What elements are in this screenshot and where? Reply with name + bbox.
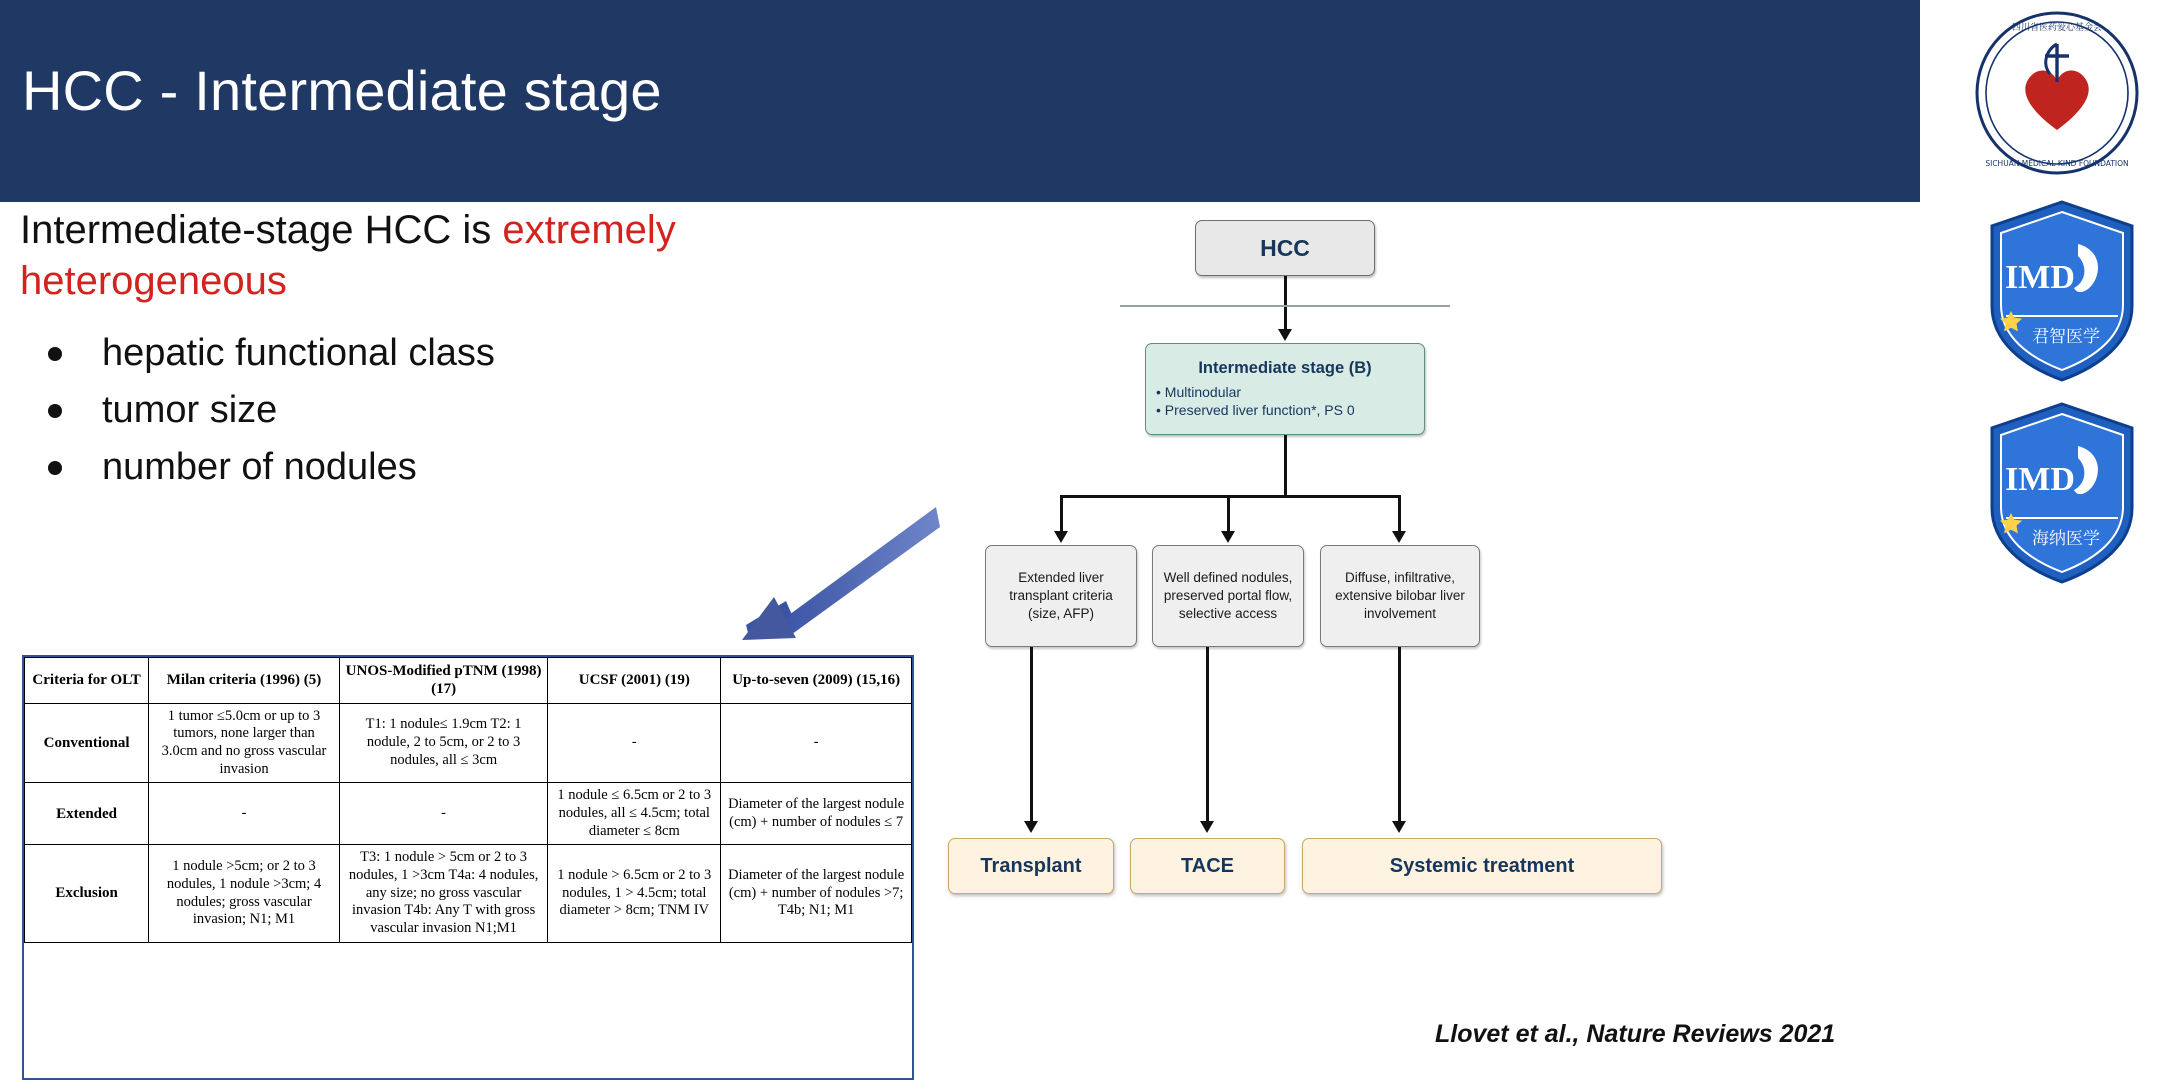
connector-line <box>1284 276 1287 306</box>
table-cell: - <box>548 703 721 783</box>
criteria-table-container <box>22 655 914 1080</box>
table-row <box>25 783 912 845</box>
source-caption: Llovet et al., Nature Reviews 2021 <box>1435 1020 1836 1048</box>
bullet-dot-icon <box>48 461 62 475</box>
table-cell: 1 nodule >5cm; or 2 to 3 nodules, 1 nodule >3cm; 4 nodules; gross vascular invasion; N1; M1 <box>149 845 340 942</box>
arrow-head-icon <box>1221 531 1235 543</box>
row-header: Conventional <box>25 703 149 783</box>
table-cell: 1 nodule > 6.5cm or 2 to 3 nodules, 1 > 4.5cm; total diameter > 8cm; TNM IV <box>548 845 721 942</box>
svg-text:IMD: IMD <box>2005 461 2075 498</box>
arrow-head-icon <box>1200 821 1214 833</box>
column-header: Criteria for OLT <box>25 658 149 704</box>
node-bullet: • Multinodular <box>1156 383 1242 400</box>
column-header: Milan criteria (1996) (5) <box>149 658 340 704</box>
connector-line <box>1398 495 1401 533</box>
node-hcc: HCC <box>1195 220 1375 276</box>
node-title: Intermediate stage (B) <box>1198 358 1372 377</box>
row-header: Exclusion <box>25 845 149 942</box>
list-item <box>30 439 810 496</box>
table-row <box>25 845 912 942</box>
table-cell: T1: 1 nodule≤ 1.9cm T2: 1 nodule, 2 to 5cm, or 2 to 3 nodules, all ≤ 3cm <box>339 703 547 783</box>
node-option-extended-transplant: Extended liver transplant criteria (size, AFP) <box>985 545 1137 647</box>
table-cell: Diameter of the largest nodule (cm) + number of nodules >7; T4b; N1; M1 <box>721 845 912 942</box>
node-treatment-transplant: Transplant <box>948 838 1114 894</box>
table-cell: - <box>339 783 547 845</box>
table-cell: - <box>149 783 340 845</box>
node-option-well-defined-nodules: Well defined nodules, preserved portal flow, selective access <box>1152 545 1304 647</box>
connector-line <box>1227 495 1230 533</box>
bullet-dot-icon <box>48 404 62 418</box>
arrow-head-icon <box>1054 531 1068 543</box>
connector-line <box>1061 495 1400 498</box>
imd-junzhi-logo <box>1982 196 2142 386</box>
row-header: Extended <box>25 783 149 845</box>
column-header: Up-to-seven (2009) (15,16) <box>721 658 912 704</box>
lead-prefix: Intermediate-stage HCC is <box>20 208 503 252</box>
connector-line <box>1398 647 1401 823</box>
node-treatment-tace: TACE <box>1130 838 1285 894</box>
node-option-diffuse-infiltrative: Diffuse, infiltrative, extensive bilobar liver involvement <box>1320 545 1480 647</box>
list-item <box>30 325 810 382</box>
pointer-arrow-icon <box>740 505 940 640</box>
svg-text:SICHUAN MEDICAL KIND FOUNDATIO: SICHUAN MEDICAL KIND FOUNDATION <box>1985 159 2129 168</box>
table-header-row <box>25 658 912 704</box>
table-cell: - <box>721 703 912 783</box>
column-header: UCSF (2001) (19) <box>548 658 721 704</box>
bullet-list <box>30 325 810 496</box>
svg-text:四川省医药爱心基金会: 四川省医药爱心基金会 <box>2011 23 2103 33</box>
table-cell: 1 tumor ≤5.0cm or up to 3 tumors, none larger than 3.0cm and no gross vascular invasion <box>149 703 340 783</box>
arrow-head-icon <box>1392 531 1406 543</box>
node-treatment-systemic: Systemic treatment <box>1302 838 1662 894</box>
list-item <box>30 382 810 439</box>
bullet-dot-icon <box>48 347 62 361</box>
treatment-algorithm-diagram <box>930 215 1900 1015</box>
connector-line <box>1284 435 1287 495</box>
sichuan-medical-kind-foundation-logo <box>1972 8 2142 178</box>
bullet-label: number of nodules <box>102 446 417 488</box>
node-intermediate-stage <box>1145 343 1425 435</box>
column-header: UNOS-Modified pTNM (1998) (17) <box>339 658 547 704</box>
table-cell: 1 nodule ≤ 6.5cm or 2 to 3 nodules, all ≤ 4.5cm; total diameter ≤ 8cm <box>548 783 721 845</box>
table-cell: Diameter of the largest nodule (cm) + number of nodules ≤ 7 <box>721 783 912 845</box>
criteria-table <box>24 657 912 943</box>
bullet-label: tumor size <box>102 389 278 431</box>
lead-paragraph <box>20 205 840 307</box>
connector-line <box>1206 647 1209 823</box>
table-row <box>25 703 912 783</box>
svg-text:君智医学: 君智医学 <box>2032 327 2100 347</box>
arrow-head-icon <box>1024 821 1038 833</box>
arrow-head-icon <box>1392 821 1406 833</box>
svg-text:海纳医学: 海纳医学 <box>2032 529 2100 549</box>
connector-line <box>1030 647 1033 823</box>
lead-highlight: extremely heterogeneous <box>20 208 676 304</box>
connector-line <box>1284 307 1287 331</box>
table-cell: T3: 1 nodule > 5cm or 2 to 3 nodules, 1 >3cm T4a: 4 nodules, any size; no gross vascular invasion T4b: Any T with gross vascular invasion N1;M1 <box>339 845 547 942</box>
arrow-head-icon <box>1278 329 1292 341</box>
page-title: HCC - Intermediate stage <box>22 59 662 122</box>
connector-line <box>1060 495 1063 533</box>
node-bullet: • Preserved liver function*, PS 0 <box>1156 402 1355 418</box>
bullet-label: hepatic functional class <box>102 332 495 374</box>
svg-text:IMD: IMD <box>2005 259 2075 296</box>
imd-haina-logo <box>1982 398 2142 588</box>
